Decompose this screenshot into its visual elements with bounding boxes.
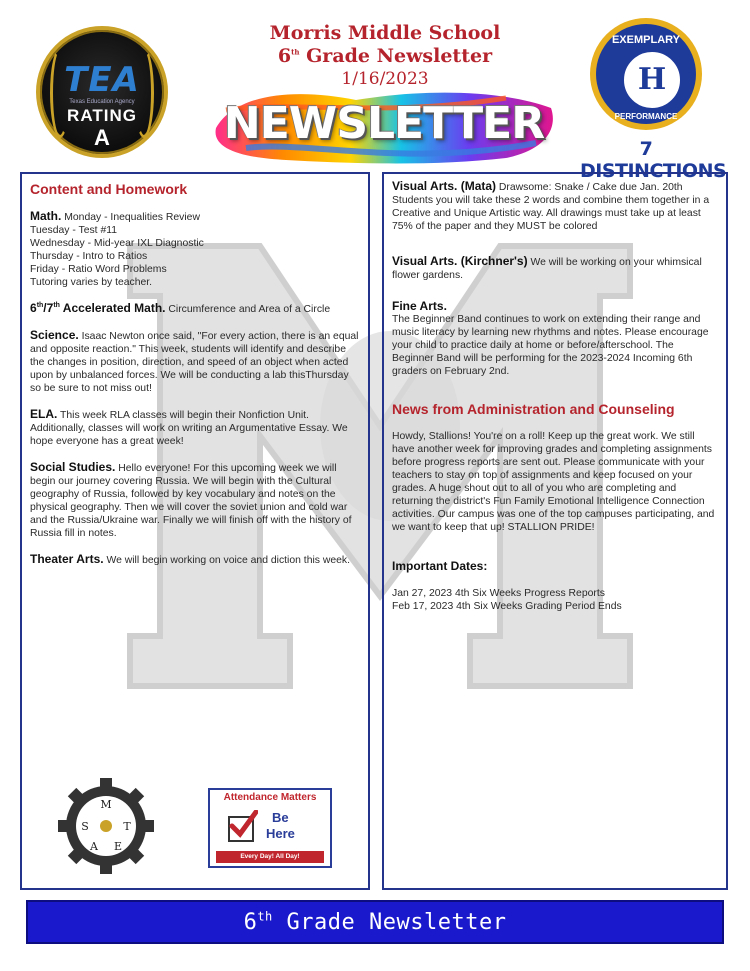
math-monday: Monday - Inequalities Review <box>61 212 200 223</box>
mstae-m: M <box>100 798 112 811</box>
fine-arts-label: Fine Arts. <box>392 299 447 313</box>
attendance-be: Be <box>272 810 289 825</box>
mstae-s: S <box>81 820 89 833</box>
social-studies-section <box>30 461 360 540</box>
mstae-t: T <box>123 820 131 833</box>
newsletter-banner-art <box>206 88 562 168</box>
science-label: Science. <box>30 328 79 342</box>
math-line: Tutoring varies by teacher. <box>30 277 153 288</box>
math-line: Wednesday - Mid-year IXL Diagnostic <box>30 238 204 249</box>
visual-arts-kirchner-section <box>392 255 718 282</box>
mstae-a: A <box>90 840 98 853</box>
attendance-be-here <box>266 810 295 842</box>
footer-rest: Grade Newsletter <box>272 910 507 935</box>
visual-arts-kirchner-label: Visual Arts. (Kirchner's) <box>392 254 528 268</box>
accel-text: Circumference and Area of a Circle <box>165 304 331 315</box>
tea-subtitle: Texas Education Agency <box>69 99 135 105</box>
badge-center <box>622 50 682 110</box>
badge-top-text: EXEMPLARY <box>611 34 681 46</box>
social-studies-text: Hello everyone! For this upcoming week we will begin our journey covering Russia. We will begin with the Cultural geography of Russia, followed by key vocabulary and notes on the physical geography. Then we will cover the soviet union and cold war and the Russia/Ukraine war. Finally we will finish off with the history of Russia fill in notes. <box>30 463 352 539</box>
right-content <box>392 180 718 613</box>
issue-date: 1/16/2023 <box>341 69 429 89</box>
checkbox-icon <box>228 816 254 842</box>
horse-h-icon: H <box>637 62 667 97</box>
accel-title: Accelerated Math. <box>59 301 166 315</box>
distinctions-label: 7 DISTINCTIONS <box>580 138 727 182</box>
attendance-footer: Every Day! All Day! <box>216 851 324 863</box>
footer-band <box>26 900 724 944</box>
tea-rating-grade: A <box>94 125 110 150</box>
arts-news-column <box>382 172 728 890</box>
fine-arts-section <box>392 300 718 378</box>
news-heading: News from Administration and Counseling <box>392 401 675 417</box>
attendance-title: Attendance Matters <box>223 792 317 803</box>
title-block <box>240 22 530 90</box>
theater-arts-section <box>30 553 360 567</box>
accel-7: /7 <box>43 301 54 315</box>
accel-6-suffix: th <box>36 302 44 309</box>
science-text: Isaac Newton once said, "For every action, there is an equal and opposite reaction." This week, students will identify and describe the changes in position, direction, and speed of an object when acted upon by unbalanced forces. We will be conducting a lab thisThursday so be sure to not miss out! <box>30 331 359 394</box>
visual-arts-kirchner-text: We will be working on your whimsical flower gardens. <box>392 257 702 281</box>
fine-arts-text: The Beginner Band continues to work on extending their range and music literacy by learning new rhythms and notes. Please encourage your child to practice daily at home or before/afterschool. The Beginner Band will be performing for the 2023-2024 Incoming 6th graders on February 2nd. <box>392 314 709 377</box>
ela-label: ELA. <box>30 407 58 421</box>
footer-num: 6 <box>243 910 258 935</box>
mstae-e: E <box>113 840 123 853</box>
grade-title-rest: Grade Newsletter <box>299 45 493 67</box>
important-date-item: Feb 17, 2023 4th Six Weeks Grading Period Ends <box>392 601 622 612</box>
badge-ring <box>596 24 696 124</box>
left-content <box>30 180 360 580</box>
accel-7-suffix: th <box>53 302 60 309</box>
accel-label <box>30 301 166 315</box>
visual-arts-mata-section <box>392 180 718 233</box>
tea-rating-badge <box>36 26 168 158</box>
visual-arts-mata-label: Visual Arts. (Mata) <box>392 179 497 193</box>
news-text: Howdy, Stallions! You're on a roll! Keep up the great work. We still have another week for improving grades and completing assignments before progress reports are sent out. Please communicate with your teachers to stay on top of assignments and keep focused on your grades. A huge shout out to all of you who are completing and returning the district's Fun Family Emotional Intelligence Connection activities. Our campus was one of the top campuses participating, and we want to keep that up! STALLION PRIDE! <box>392 431 715 533</box>
newsletter-word: NEWSLETTER <box>223 98 545 149</box>
grade-suffix: th <box>291 47 300 57</box>
ela-section <box>30 408 360 448</box>
exemplary-performance-badge <box>590 18 702 130</box>
theater-arts-text: We will begin working on voice and diction this week. <box>103 555 351 566</box>
tea-rating-label: RATING <box>67 106 137 125</box>
important-date-item: Jan 27, 2023 4th Six Weeks Progress Reports <box>392 588 605 599</box>
accel-6: 6 <box>30 301 37 315</box>
math-line: Friday - Ratio Word Problems <box>30 264 167 275</box>
visual-arts-mata-text: Drawsome: Snake / Cake due Jan. 20th Students you will take these 2 words and combine them together in a Creative and Unique Artistic way. All drawings must take up at least 75% of the paper and they MUST be colored <box>392 182 710 232</box>
tea-logo-text: TEA <box>64 60 140 100</box>
content-homework-column <box>20 172 370 890</box>
ela-text: This week RLA classes will begin their Nonfiction Unit. Additionally, classes will work on writing an Argumentative Essay. We hope everyone has a great week! <box>30 410 348 447</box>
important-dates-heading: Important Dates: <box>392 559 488 573</box>
accelerated-math-section <box>30 302 360 316</box>
content-homework-heading: Content and Homework <box>30 181 188 197</box>
school-name: Morris Middle School <box>269 22 501 44</box>
math-label: Math. <box>30 209 62 223</box>
grade-num: 6 <box>277 45 292 67</box>
grade-title <box>240 45 530 68</box>
attendance-matters-logo <box>208 788 332 868</box>
math-section <box>30 210 360 289</box>
science-section <box>30 329 360 395</box>
mstae-gear-logo-icon <box>58 778 154 874</box>
attendance-here: Here <box>266 826 295 841</box>
math-line: Thursday - Intro to Ratios <box>30 251 148 262</box>
theater-arts-label: Theater Arts. <box>30 552 104 566</box>
footer-title <box>28 910 722 935</box>
social-studies-label: Social Studies. <box>30 460 116 474</box>
footer-suffix: th <box>257 909 273 924</box>
math-line: Tuesday - Test #11 <box>30 225 118 236</box>
badge-bottom-text: PERFORMANCE <box>614 112 678 121</box>
checkmark-icon <box>228 810 258 840</box>
